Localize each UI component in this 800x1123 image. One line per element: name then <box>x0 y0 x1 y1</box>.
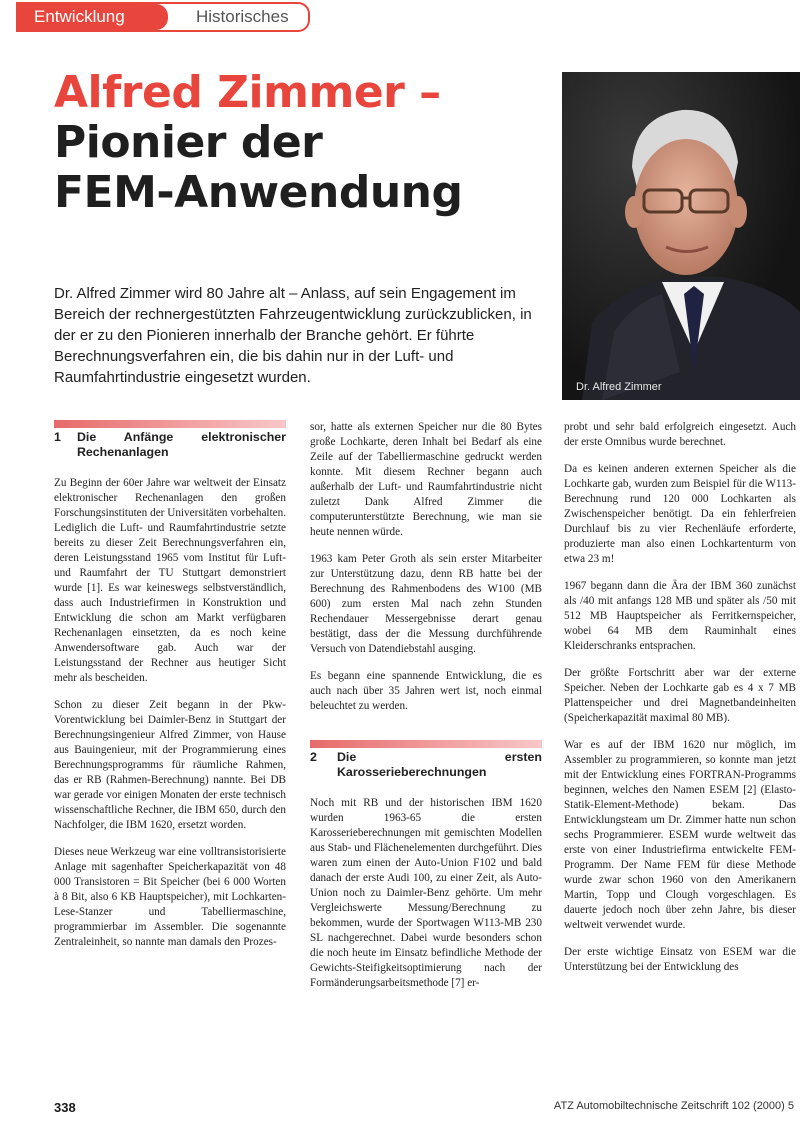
paragraph: sor, hatte als externen Speicher nur die 80 Bytes große Lochkarte, deren Inhalt bei Bedarf als eine Zeile auf der Tabelliermaschine gedruckt werden konnte. Mit diesem Rechner begann auch außerhalb der Luft- und Raumfahrtindustrie nicht zuletzt Dank Alfred Zimmer die computerunterstützte Berechnung, wie man sie heute nennen würde. <box>310 421 542 538</box>
paragraph: 1963 kam Peter Groth als sein erster Mitarbeiter zur Unterstützung dazu, denn RB hatte bei der Berechnung des Rahmenbodens des W100 (MB 600) zum ersten Mal nach zehn Stunden Rechendauer Messergebnisse derart genau bestätigt, dass der die Messung durchführende Versuch von Datendiebstahl ausging. <box>310 553 542 655</box>
journal-reference: ATZ Automobiltechnische Zeitschrift 102 (2000) 5 <box>553 1100 794 1112</box>
section-1-title: Die Anfänge elektronischer Rechenanlagen <box>76 430 286 459</box>
section-2-title: Die ersten Karosserieberechnungen <box>336 750 542 779</box>
page-number: 338 <box>54 1100 76 1115</box>
paragraph: Noch mit RB und der historischen IBM 1620 wurden 1963-65 die ersten Karosserieberechnungen mit gemischten Modellen aus Stab- und Flächenelementen durchgeführt. Dies waren zum einen der Auto-Union F102 und bald danach der erste Audi 100, zu einer Zeit, als Auto-Union noch zu Daimler-Benz gehörte. Um mehr Vergleichswerte Messung/Berechnung zu bekommen, wurde der Sportwagen W113-MB 230 SL nachgerechnet. Dabei wurde besonders schon die noch heute im Einsatz befindliche Methode der Gewichts-Steifigkeitsoptimierung nach der Formänderungsarbeitsmethode [7] er- <box>310 797 542 989</box>
tab-entwicklung: Entwicklung <box>18 4 168 30</box>
article-title <box>54 68 463 218</box>
paragraph: Dieses neue Werkzeug war eine volltransistorisierte Anlage mit sagenhafter Speicherkapazität von 48 000 Transistoren = Bit Speicher (bei 6 000 Worten à 8 Bit, also 6 KB Hauptspeicher), mit Lochkarten-Lese-Stanzer und Tabelliermaschine, programmierbar im Assembler. Die sogenannte Zentraleinheit, so nannte man damals den Prozes- <box>54 846 286 948</box>
paragraph: Der größte Fortschritt aber war der externe Speicher. Neben der Lochkarte gab es 4 x 7 MB Plattenspeicher und drei Magnetbandeinheiten (Speicherkapazität maximal 80 MB). <box>564 667 796 724</box>
column-3 <box>564 420 796 987</box>
column-2 <box>310 420 542 1003</box>
lead-paragraph: Dr. Alfred Zimmer wird 80 Jahre alt – Anlass, auf sein Engagement im Bereich der rechnergestützten Fahrzeugentwicklung zurückzublicken, in der er zu den Pionieren innerhalb der Branche gehört. Er führte Berechnungsverfahren ein, die bis dahin nur in der Luft- und Raumfahrtindustrie eingesetzt wurden. <box>54 285 532 386</box>
paragraph: War es auf der IBM 1620 nur möglich, im Assembler zu programmieren, so konnte man jetzt mit der Entwicklung eines FORTRAN-Programms beginnen, welches den Namen ESEM [2] (Elasto-Statik-Element-Methode) bekam. Das Entwicklungsteam um Dr. Zimmer hatte nun schon sechs Programmierer. ESEM wurde weltweit das erste von einer Industriefirma entwickelte FEM-Programm. Der Name FEM für diese Methode wurde zwar schon 1960 von den Amerikanern Martin, Topp und Clough vorgeschlagen. Es dauerte jedoch noch über zehn Jahre, bis dieser weltweit verwendet wurde. <box>564 739 796 931</box>
section-2-heading <box>310 750 542 780</box>
title-line-2: Pionier der <box>54 117 323 168</box>
paragraph: probt und sehr bald erfolgreich eingesetzt. Auch der erste Omnibus wurde berechnet. <box>564 421 796 448</box>
paragraph: Zu Beginn der 60er Jahre war weltweit der Einsatz elektronischer Rechenanlagen den großen Forschungsinstituten der Universitäten vorbehalten. Lediglich die Luft- und Raumfahrtindustrie setzte bereits zu dieser Zeit Berechnungsverfahren ein, deren Leistungsstand 1965 vom Institut für Luft- und Raumfahrt der TU Stuttgart demonstriert wurde [1]. Es war keineswegs selbstverständlich, dass auch Industriefirmen in Konstruktion und Entwicklung die schon am Markt verfügbaren Rechenanlagen einsetzten, da es noch keine Anwendersoftware gab. Auch war der Leistungsstand der Rechner aus heutiger Sicht mehr als bescheiden. <box>54 477 286 684</box>
paragraph: 1967 begann dann die Ära der IBM 360 zunächst als /40 mit anfangs 128 MB und später als /50 mit 512 MB Hauptspeicher als Ferritkernspeicher, wobei 64 MB dem Rauminhalt eines Kleiderschranks entsprachen. <box>564 580 796 652</box>
section-tabs <box>16 2 310 32</box>
section-2-number: 2 <box>310 750 317 764</box>
photo-caption: Dr. Alfred Zimmer <box>576 381 662 393</box>
paragraph: Es begann eine spannende Entwicklung, die es auch nach über 35 Jahren wert ist, noch einmal beleuchtet zu werden. <box>310 670 542 712</box>
paragraph: Der erste wichtige Einsatz von ESEM war die Unterstützung bei der Entwicklung des <box>564 946 796 973</box>
portrait-photo <box>562 72 800 400</box>
title-line-1: Alfred Zimmer – <box>54 67 441 118</box>
section-2-bar <box>310 740 542 748</box>
section-1-number: 1 <box>54 430 61 444</box>
paragraph: Schon zu dieser Zeit begann in der Pkw-Vorentwicklung bei Daimler-Benz in Stuttgart der Berechnungsingenieur Alfred Zimmer, von Hause aus Bauingenieur, mit der Programmierung eines Berechnungsprogramms für räumliche Rahmen, das er RB (Rahmen-Berechnung) nannte. Bei DB war gerade vor einigen Monaten der erste technisch wissenschaftliche Rechner, die IBM 650, durch den Nachfolger, die IBM 1620, ersetzt worden. <box>54 699 286 831</box>
title-line-3: FEM-Anwendung <box>54 167 463 218</box>
section-1-bar <box>54 420 286 428</box>
paragraph: Da es keinen anderen externen Speicher als die Lochkarte gab, wurden zum Beispiel für die W113-Berechnung rund 120 000 Lochkarten als Zwischenspeicher benötigt. Da ein fehlerfreien Durchlauf bis zu vier Rechenläufe erforderte, produzierte man also einen Lochkartenturm von etwa 23 m! <box>564 463 796 565</box>
portrait-illustration <box>562 72 800 400</box>
tab-historisches: Historisches <box>196 7 289 26</box>
column-1 <box>54 420 286 962</box>
section-1-heading <box>54 430 286 460</box>
